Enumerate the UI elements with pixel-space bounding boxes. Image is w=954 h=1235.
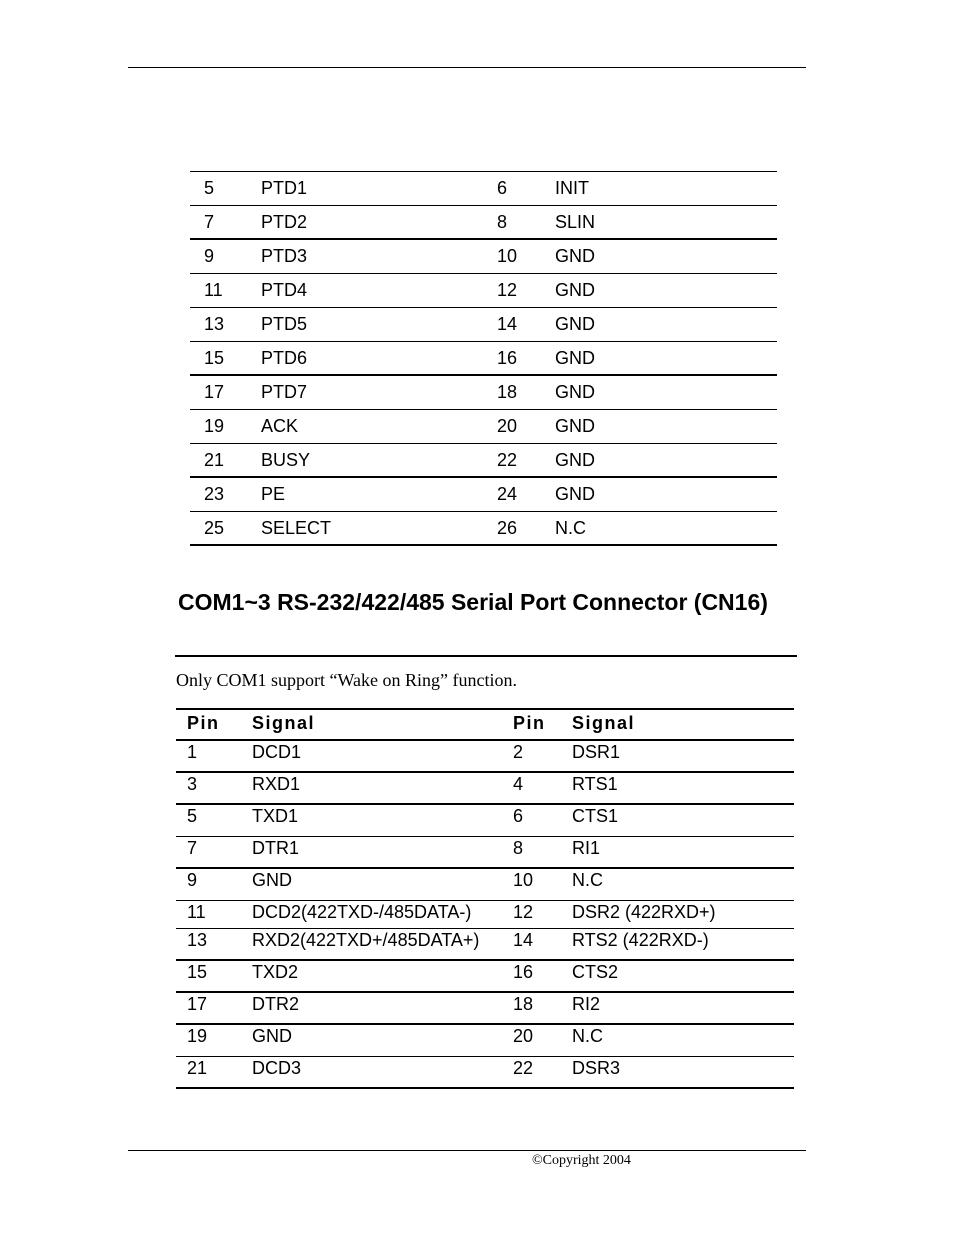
pin-cell: 7 (187, 838, 198, 858)
pin-cell: 2 (513, 742, 524, 762)
signal-cell: PE (261, 484, 286, 504)
footer-rule (128, 1150, 806, 1151)
pin-cell: 13 (187, 930, 208, 950)
table-row (176, 1025, 794, 1057)
pin-cell: 13 (204, 314, 225, 334)
table-row (176, 1057, 794, 1089)
signal-cell: RXD2(422TXD+/485DATA+) (252, 930, 480, 950)
pin-cell: 12 (513, 902, 534, 922)
pin-cell: 6 (497, 178, 508, 198)
pin-cell: 22 (497, 450, 518, 470)
signal-cell: PTD7 (261, 382, 308, 402)
signal-cell: PTD6 (261, 348, 308, 368)
table-row (190, 206, 777, 240)
pin-cell: 11 (187, 902, 206, 922)
table-row (190, 342, 777, 376)
signal-cell: N.C (572, 870, 603, 890)
signal-cell: DSR1 (572, 742, 621, 762)
signal-cell: RXD1 (252, 774, 301, 794)
pin-cell: 14 (497, 314, 518, 334)
table-row (190, 410, 777, 444)
signal-cell: PTD5 (261, 314, 308, 334)
header-pin: Pin (187, 713, 220, 733)
table-row (190, 376, 777, 410)
signal-cell: GND (555, 450, 595, 470)
pin-cell: 23 (204, 484, 225, 504)
table-row (176, 993, 794, 1025)
signal-cell: CTS2 (572, 962, 619, 982)
pin-cell: 21 (187, 1058, 208, 1078)
table-row (176, 837, 794, 869)
section-heading: COM1~3 RS-232/422/485 Serial Port Connector (CN16) (178, 589, 768, 615)
pin-cell: 17 (187, 994, 208, 1014)
pin-cell: 10 (513, 870, 534, 890)
table-row (190, 274, 777, 308)
pin-cell: 8 (497, 212, 508, 232)
signal-cell: GND (252, 1026, 292, 1046)
signal-cell: CTS1 (572, 806, 619, 826)
table-row (176, 929, 794, 961)
signal-cell: ACK (261, 416, 299, 436)
signal-cell: GND (555, 382, 595, 402)
signal-cell: SELECT (261, 518, 332, 538)
pin-cell: 16 (497, 348, 518, 368)
signal-cell: BUSY (261, 450, 311, 470)
signal-cell: SLIN (555, 212, 596, 232)
signal-cell: RTS2 (422RXD-) (572, 930, 709, 950)
pin-cell: 12 (497, 280, 518, 300)
pin-cell: 14 (513, 930, 534, 950)
signal-cell: DTR1 (252, 838, 300, 858)
signal-cell: TXD1 (252, 806, 299, 826)
header-signal: Signal (252, 713, 316, 733)
signal-cell: INIT (555, 178, 589, 198)
signal-cell: RI1 (572, 838, 601, 858)
pin-cell: 18 (513, 994, 534, 1014)
pin-cell: 5 (187, 806, 198, 826)
signal-cell: GND (555, 348, 595, 368)
pin-cell: 25 (204, 518, 225, 538)
pin-cell: 19 (187, 1026, 208, 1046)
pin-cell: 24 (497, 484, 518, 504)
pin-cell: 4 (513, 774, 524, 794)
copyright-text: ©Copyright 2004 (532, 1153, 631, 1168)
signal-cell: DSR2 (422RXD+) (572, 902, 716, 922)
signal-cell: DTR2 (252, 994, 300, 1014)
pin-cell: 18 (497, 382, 518, 402)
pin-cell: 8 (513, 838, 524, 858)
parallel-port-table (190, 171, 777, 546)
signal-cell: DCD1 (252, 742, 302, 762)
signal-cell: TXD2 (252, 962, 299, 982)
pin-cell: 1 (187, 742, 198, 762)
table-row (176, 773, 794, 805)
header-signal: Signal (572, 713, 636, 733)
signal-cell: PTD3 (261, 246, 308, 266)
pin-cell: 20 (497, 416, 518, 436)
pin-cell: 15 (204, 348, 225, 368)
signal-cell: N.C (572, 1026, 603, 1046)
table-row (190, 512, 777, 546)
table-header-row (176, 710, 794, 741)
pin-cell: 22 (513, 1058, 534, 1078)
signal-cell: PTD1 (261, 178, 308, 198)
pin-cell: 11 (204, 280, 223, 300)
signal-cell: RTS1 (572, 774, 618, 794)
signal-cell: N.C (555, 518, 586, 538)
table-row (176, 805, 794, 837)
header-pin: Pin (513, 713, 546, 733)
pin-cell: 16 (513, 962, 534, 982)
heading-rule (175, 655, 797, 657)
pin-cell: 20 (513, 1026, 534, 1046)
signal-cell: DCD3 (252, 1058, 302, 1078)
table-row (176, 901, 794, 929)
signal-cell: RI2 (572, 994, 601, 1014)
pin-cell: 7 (204, 212, 215, 232)
signal-cell: GND (555, 280, 595, 300)
pin-cell: 19 (204, 416, 225, 436)
pin-cell: 21 (204, 450, 225, 470)
pin-cell: 10 (497, 246, 518, 266)
table-row (190, 308, 777, 342)
pin-cell: 3 (187, 774, 198, 794)
pin-cell: 26 (497, 518, 518, 538)
section-note: Only COM1 support “Wake on Ring” function. (176, 670, 518, 690)
signal-cell: GND (555, 314, 595, 334)
pin-cell: 15 (187, 962, 208, 982)
signal-cell: PTD2 (261, 212, 308, 232)
table-row (176, 869, 794, 901)
table-row (176, 961, 794, 993)
signal-cell: DSR3 (572, 1058, 621, 1078)
serial-port-table (176, 708, 794, 1089)
signal-cell: PTD4 (261, 280, 308, 300)
pin-cell: 9 (187, 870, 198, 890)
table-row (190, 444, 777, 478)
header-rule (128, 67, 806, 68)
table-row (176, 741, 794, 773)
signal-cell: GND (555, 484, 595, 504)
table-row (190, 172, 777, 206)
signal-cell: DCD2(422TXD-/485DATA-) (252, 902, 472, 922)
table-row (190, 478, 777, 512)
pin-cell: 5 (204, 178, 215, 198)
signal-cell: GND (252, 870, 292, 890)
signal-cell: GND (555, 246, 595, 266)
pin-cell: 6 (513, 806, 524, 826)
table-row (190, 240, 777, 274)
pin-cell: 9 (204, 246, 215, 266)
pin-cell: 17 (204, 382, 225, 402)
signal-cell: GND (555, 416, 595, 436)
